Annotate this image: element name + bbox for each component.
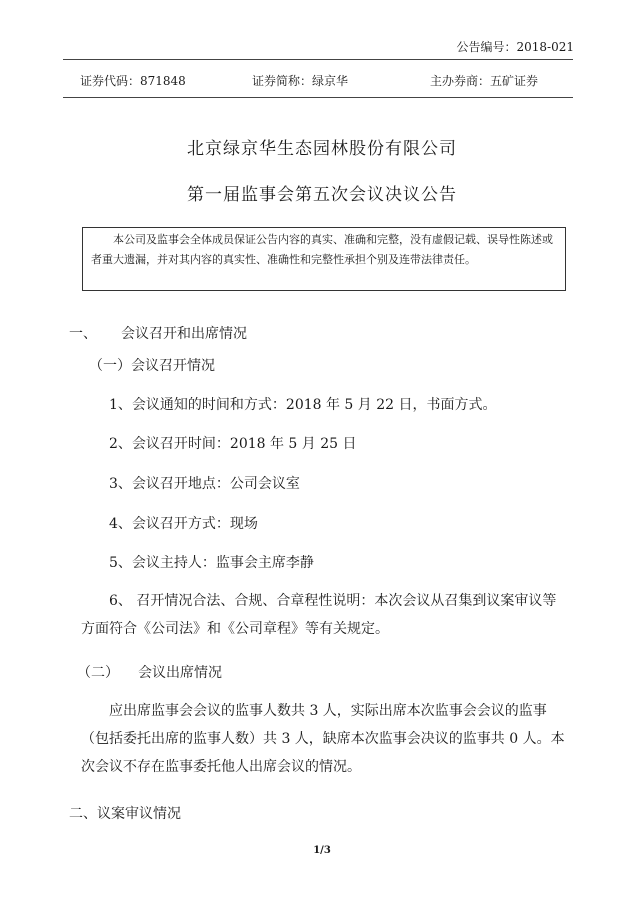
disclaimer-notice: 本公司及监事会全体成员保证公告内容的真实、准确和完整，没有虚假记载、误导性陈述或者重大遗漏，并对其内容的真实性、准确性和完整性承担个别及连带法律责任。: [82, 227, 566, 291]
subsection1-heading: 会议召开情况: [131, 358, 215, 374]
list-item: 4、会议召开方式：现场: [109, 516, 258, 532]
compliance-statement: 6、 召开情况合法、合规、合章程性说明：本次会议从召集到议案审议等方面符合《公司法》和《公司章程》等有关规定。: [81, 593, 557, 637]
subsection1-number: （一）: [89, 358, 131, 374]
list-item: 5、会议主持人：监事会主席李静: [109, 555, 314, 571]
subsection2-heading: 会议出席情况: [138, 665, 222, 681]
section1-heading: 会议召开和出席情况: [121, 326, 247, 342]
section2-heading: 二、议案审议情况: [69, 806, 181, 822]
stock-code: 证券代码：871848: [80, 74, 186, 88]
header-rule: [63, 59, 573, 60]
list-item: 3、会议召开地点：公司会议室: [109, 476, 300, 492]
list-item: 2、会议召开时间：2018 年 5 月 25 日: [109, 436, 357, 452]
meta-rule: [63, 97, 573, 98]
announcement-number: 公告编号：2018-021: [456, 40, 574, 54]
stock-name: 证券简称：绿京华: [252, 74, 349, 88]
subsection2-number: （二）: [77, 665, 119, 681]
sponsor-broker: 主办券商：五矿证券: [430, 74, 539, 88]
company-title: 北京绿京华生态园林股份有限公司: [187, 139, 457, 159]
section1-number: 一、: [69, 326, 97, 342]
attendance-paragraph: 应出席监事会会议的监事人数共 3 人，实际出席本次监事会会议的监事（包括委托出席的监事人数）共 3 人，缺席本次监事会决议的监事共 0 人。本次会议不存在监事委托他人出席会议的情况。: [81, 703, 565, 775]
document-title: 第一届监事会第五次会议决议公告: [187, 185, 457, 205]
list-item: 1、会议通知的时间和方式：2018 年 5 月 22 日，书面方式。: [109, 397, 497, 413]
page-number: 1/3: [313, 845, 331, 856]
